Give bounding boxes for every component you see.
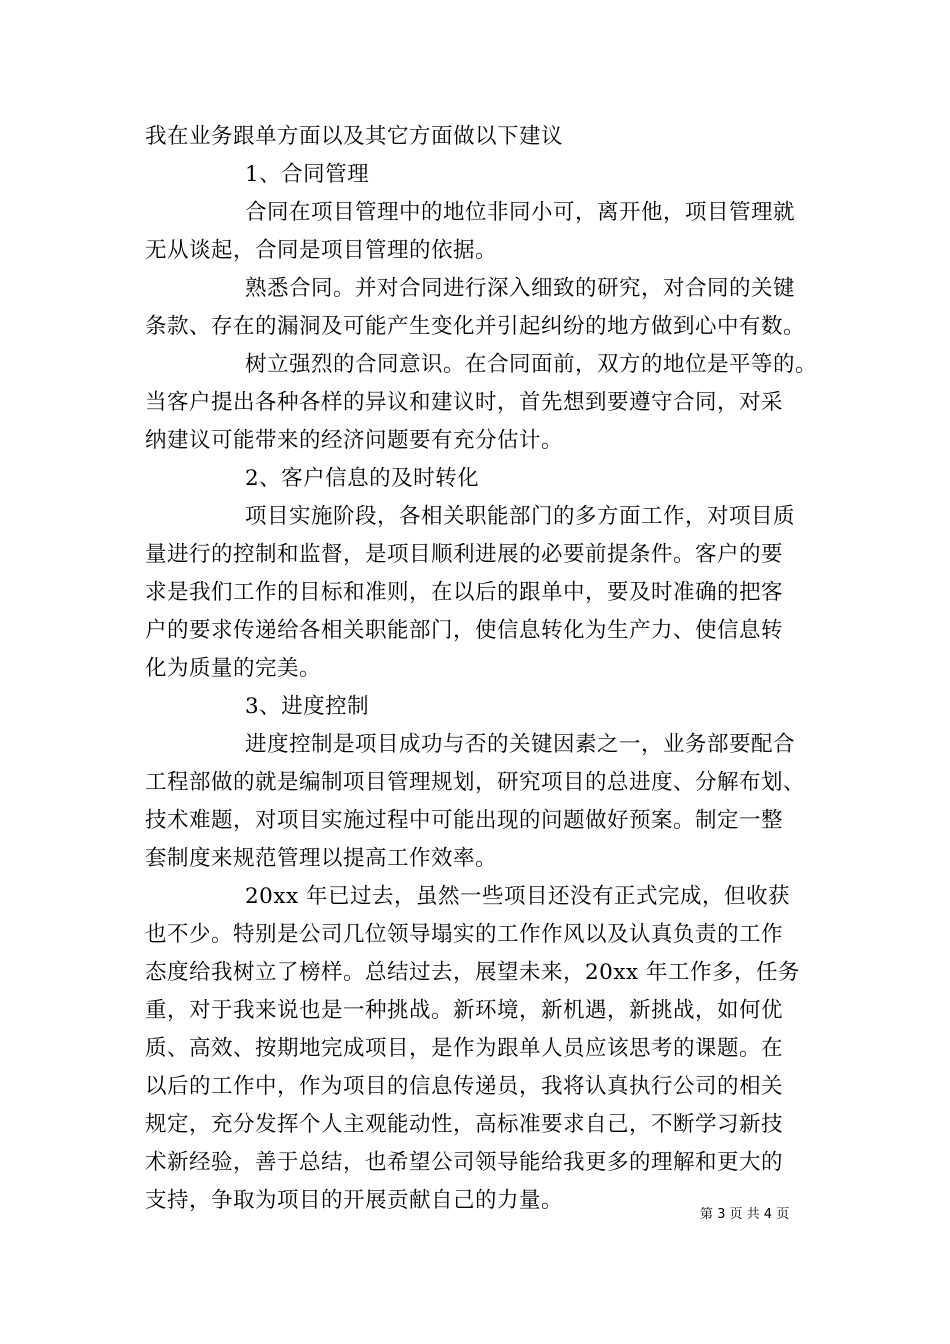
text-line: 无从谈起，合同是项目管理的依据。 <box>145 238 498 263</box>
text-line: 术新经验，善于总结，也希望公司领导能给我更多的理解和更大的 <box>145 1150 784 1175</box>
page-number: 第 3 页 共 4 页 <box>700 1207 790 1222</box>
section-heading: 1、合同管理 <box>245 162 370 187</box>
text-line: 户的要求传递给各相关职能部门，使信息转化为生产力、使信息转 <box>145 618 784 643</box>
text-line: 也不少。特别是公司几位领导塌实的工作作风以及认真负责的工作 <box>145 922 784 947</box>
text-line: 20xx 年已过去，虽然一些项目还没有正式完成，但收获 <box>245 884 790 909</box>
text-line: 重，对于我来说也是一种挑战。新环境，新机遇，新挑战，如何优 <box>145 998 784 1023</box>
text-line: 条款、存在的漏洞及可能产生变化并引起纠纷的地方做到心中有数。 <box>145 314 806 339</box>
text-line: 套制度来规范管理以提高工作效率。 <box>145 846 498 871</box>
text-line: 规定，充分发挥个人主观能动性，高标准要求自己，不断学习新技 <box>145 1112 784 1137</box>
text-line: 合同在项目管理中的地位非同小可，离开他，项目管理就 <box>245 200 796 225</box>
section-heading: 2、客户信息的及时转化 <box>245 466 480 491</box>
text-line: 树立强烈的合同意识。在合同面前，双方的地位是平等的。 <box>245 352 818 377</box>
text-line: 支持，争取为项目的开展贡献自己的力量。 <box>145 1188 564 1213</box>
text-line: 项目实施阶段，各相关职能部门的多方面工作，对项目质 <box>245 504 796 529</box>
text-line: 以后的工作中，作为项目的信息传递员，我将认真执行公司的相关 <box>145 1074 784 1099</box>
text-line: 化为质量的完美。 <box>145 656 322 681</box>
section-heading: 3、进度控制 <box>245 694 370 719</box>
text-line: 态度给我树立了榜样。总结过去，展望未来，20xx 年工作多，任务 <box>145 960 800 985</box>
text-line: 质、高效、按期地完成项目，是作为跟单人员应该思考的课题。在 <box>145 1036 784 1061</box>
text-line: 工程部做的就是编制项目管理规划，研究项目的总进度、分解布划、 <box>145 770 806 795</box>
text-line: 求是我们工作的目标和准则，在以后的跟单中，要及时准确的把客 <box>145 580 784 605</box>
text-line: 纳建议可能带来的经济问题要有充分估计。 <box>145 428 564 453</box>
text-line: 我在业务跟单方面以及其它方面做以下建议 <box>145 124 564 149</box>
text-line: 技术难题，对项目实施过程中可能出现的问题做好预案。制定一整 <box>145 808 784 833</box>
text-line: 进度控制是项目成功与否的关键因素之一，业务部要配合 <box>245 732 796 757</box>
text-line: 熟悉合同。并对合同进行深入细致的研究，对合同的关键 <box>245 276 796 301</box>
text-line: 量进行的控制和监督，是项目顺利进展的必要前提条件。客户的要 <box>145 542 784 567</box>
text-line: 当客户提出各种各样的异议和建议时，首先想到要遵守合同，对采 <box>145 390 784 415</box>
